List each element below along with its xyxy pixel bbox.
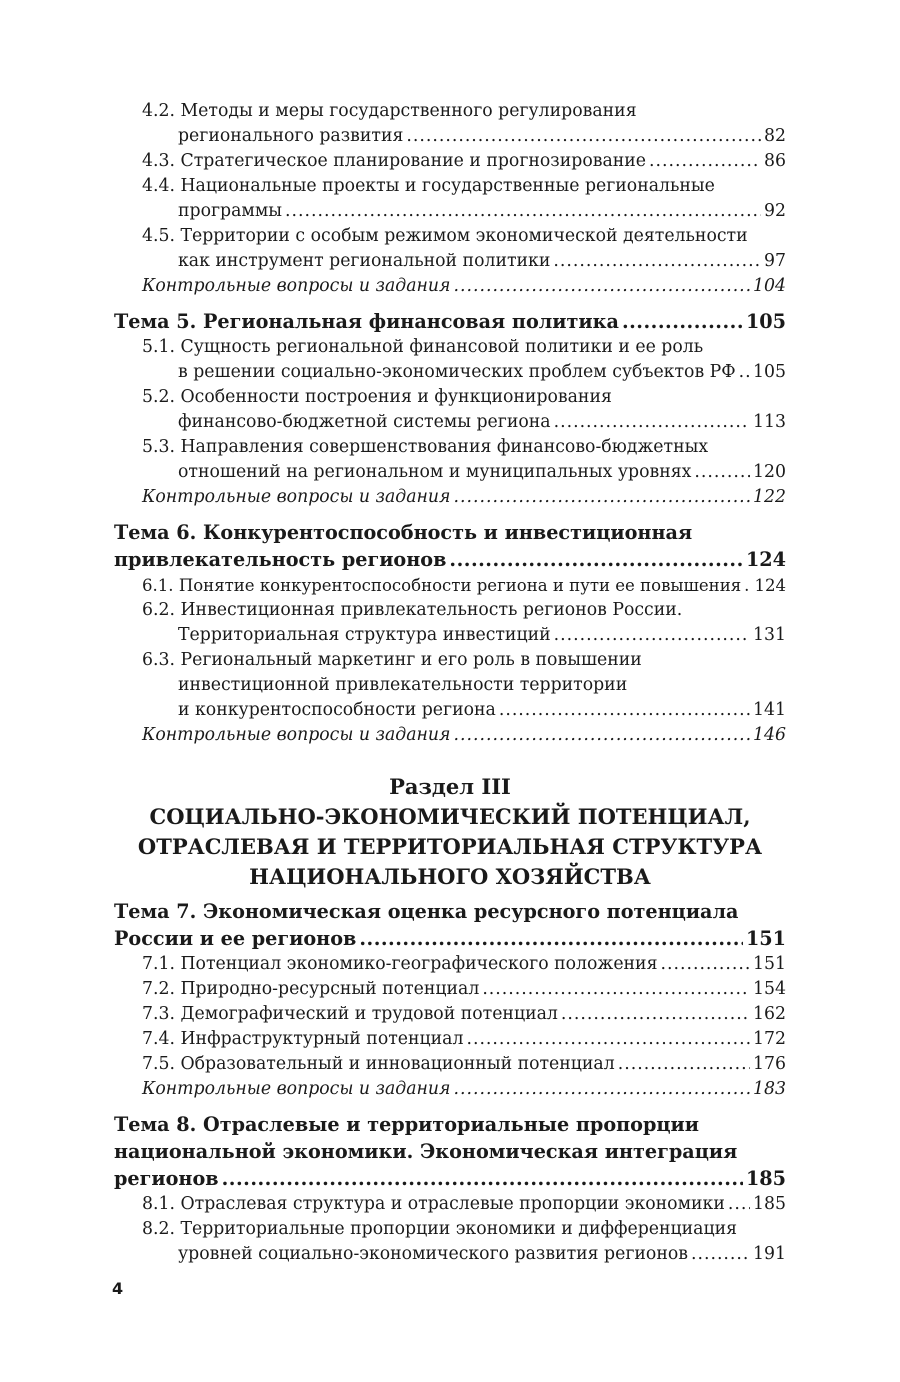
toc-entry-5-1-cont: в решении социально-экономических проблем субъектов РФ ..... 105 xyxy=(114,360,786,385)
toc-entry-8-2-cont: уровней социально-экономического развития регионов ..... 191 xyxy=(114,1242,786,1267)
toc-topic-7-cont: России и ее регионов ..... 151 xyxy=(114,925,786,952)
toc-entry-5-3-cont: отношений на региональном и муниципальных уровнях ..... 120 xyxy=(114,460,786,485)
toc-topic-6: Тема 6. Конкурентоспособность и инвестиционная xyxy=(114,521,693,544)
table-of-contents xyxy=(114,99,786,1267)
toc-entry-4-2: 4.2. Методы и меры государственного регулирования xyxy=(142,101,637,121)
toc-entry-4-4-cont: программы ..... 92 xyxy=(114,199,786,224)
toc-entry-5-2-cont: финансово-бюджетной системы региона ..... 113 xyxy=(114,410,786,435)
toc-control-questions: Контрольные вопросы и задания ..... 183 xyxy=(114,1077,786,1102)
toc-topic-7: Тема 7. Экономическая оценка ресурсного потенциала xyxy=(114,900,739,923)
toc-entry-6-3-cont2: и конкурентоспособности региона ..... 141 xyxy=(114,698,786,723)
toc-entry-6-2-cont: Территориальная структура инвестиций ..... 131 xyxy=(114,623,786,648)
section-title-line1: СОЦИАЛЬНО-ЭКОНОМИЧЕСКИЙ ПОТЕНЦИАЛ, xyxy=(149,804,751,829)
section-label: Раздел III xyxy=(389,774,511,799)
toc-topic-8-cont: национальной экономики. Экономическая интеграция xyxy=(114,1140,738,1163)
toc-entry-7-2: 7.2. Природно-ресурсный потенциал ..... 154 xyxy=(114,977,786,1002)
toc-topic-6-cont: привлекательность регионов ..... 124 xyxy=(114,546,786,573)
toc-control-questions: Контрольные вопросы и задания ..... 146 xyxy=(114,723,786,748)
toc-entry-6-3: 6.3. Региональный маркетинг и его роль в повышении xyxy=(142,650,642,670)
section-title-line3: НАЦИОНАЛЬНОГО ХОЗЯЙСТВА xyxy=(249,864,651,889)
toc-entry-7-1: 7.1. Потенциал экономико-географического положения ..... 151 xyxy=(114,952,786,977)
toc-entry-5-3: 5.3. Направления совершенствования финансово-бюджетных xyxy=(142,437,709,457)
toc-entry-7-3: 7.3. Демографический и трудовой потенциал ..... 162 xyxy=(114,1002,786,1027)
page-number: 4 xyxy=(112,1279,124,1298)
toc-control-questions: Контрольные вопросы и задания ..... 104 xyxy=(114,274,786,299)
toc-entry-5-1: 5.1. Сущность региональной финансовой политики и ее роль xyxy=(142,337,704,357)
toc-entry-4-5: 4.5. Территории с особым режимом экономической деятельности xyxy=(142,226,748,246)
toc-entry-4-3: 4.3. Стратегическое планирование и прогнозирование ..... 86 xyxy=(114,149,786,174)
section-title-line2: ОТРАСЛЕВАЯ И ТЕРРИТОРИАЛЬНАЯ СТРУКТУРА xyxy=(137,834,763,859)
toc-entry-4-4: 4.4. Национальные проекты и государственные региональные xyxy=(142,176,715,196)
toc-entry-6-3-cont: инвестиционной привлекательности территории xyxy=(178,675,628,695)
toc-entry-8-1: 8.1. Отраслевая структура и отраслевые пропорции экономики ..... 185 xyxy=(114,1192,786,1217)
toc-control-questions: Контрольные вопросы и задания ..... 122 xyxy=(114,485,786,510)
toc-entry-5-2: 5.2. Особенности построения и функционирования xyxy=(142,387,612,407)
toc-topic-5: Тема 5. Региональная финансовая политика ..... 105 xyxy=(114,308,786,335)
toc-entry-8-2: 8.2. Территориальные пропорции экономики и дифференциация xyxy=(142,1219,738,1239)
toc-topic-8: Тема 8. Отраслевые и территориальные пропорции xyxy=(114,1113,700,1136)
toc-topic-8-cont2: регионов ..... 185 xyxy=(114,1165,786,1192)
toc-entry-6-1: 6.1. Понятие конкурентоспособности региона и пути ее повышения ..... 124 xyxy=(114,573,786,598)
toc-entry-4-2-cont: регионального развития ..... 82 xyxy=(114,124,786,149)
toc-entry-7-4: 7.4. Инфраструктурный потенциал ..... 172 xyxy=(114,1027,786,1052)
toc-entry-4-5-cont: как инструмент региональной политики ..... 97 xyxy=(114,249,786,274)
toc-entry-7-5: 7.5. Образовательный и инновационный потенциал ..... 176 xyxy=(114,1052,786,1077)
toc-entry-6-2: 6.2. Инвестиционная привлекательность регионов России. xyxy=(142,600,683,620)
